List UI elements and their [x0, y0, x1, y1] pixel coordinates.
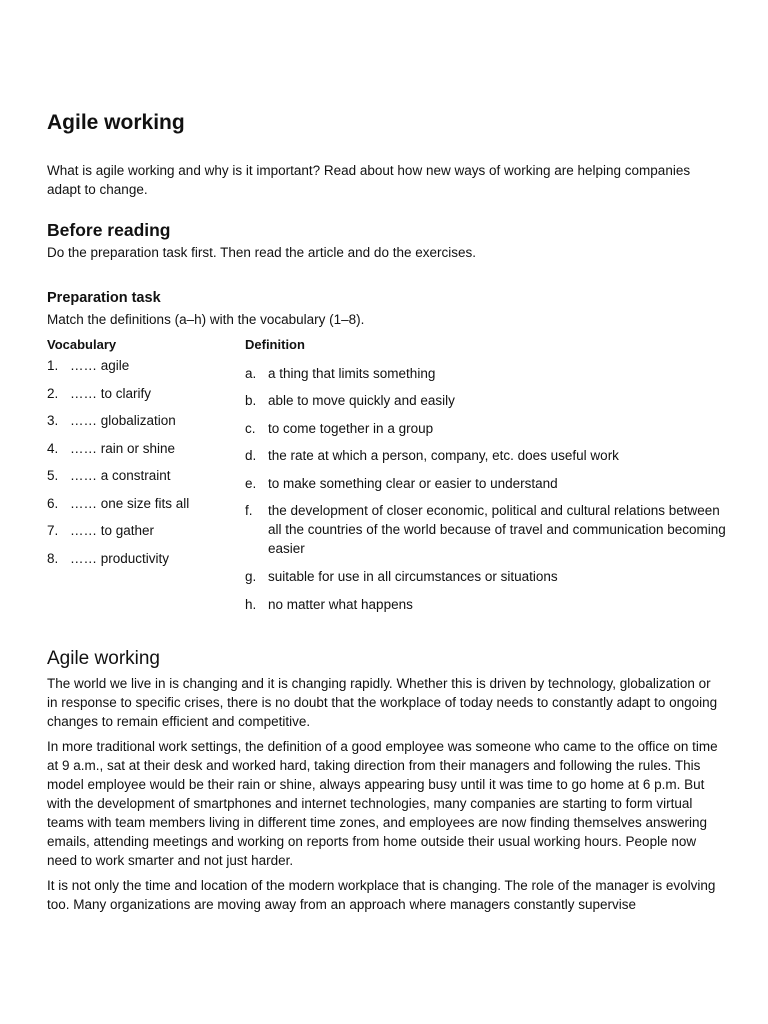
article-paragraph: The world we live in is changing and it is changing rapidly. Whether this is driven by technology, globalization or in response to specific crises, there is no doubt that the workplace of today needs to constantly adapt to ongoing changes to remain efficient and competitive.: [47, 676, 718, 729]
preparation-instruction: Match the definitions (a–h) with the vocabulary (1–8).: [47, 312, 365, 327]
intro-paragraph: What is agile working and why is it important? Read about how new ways of working are helping companies adapt to change.: [47, 163, 691, 197]
definition-letter: a.: [245, 366, 257, 381]
vocabulary-item: [47, 356, 129, 375]
definition-letter: g.: [245, 569, 257, 584]
vocabulary-item: [47, 466, 171, 485]
article-paragraph: It is not only the time and location of the modern workplace that is changing. The role of the manager is evolving too. Many organizations are moving away from an approach where managers constantly supervise: [47, 878, 716, 912]
definition-item: [245, 391, 727, 410]
vocabulary-number: 8.: [47, 550, 59, 566]
definition-text: to make something clear or easier to understand: [268, 476, 558, 491]
definition-letter: c.: [245, 421, 256, 436]
definition-text: able to move quickly and easily: [268, 393, 455, 408]
definition-item: [245, 446, 727, 465]
definition-letter: b.: [245, 393, 257, 408]
vocabulary-text: …… agile: [70, 358, 130, 373]
preparation-task-heading: Preparation task: [47, 290, 161, 306]
definition-item: [245, 419, 727, 438]
definition-item: [245, 595, 727, 614]
vocabulary-text: …… globalization: [70, 413, 176, 428]
definition-item: [245, 567, 727, 586]
vocabulary-item: [47, 521, 154, 540]
page-title: Agile working: [47, 111, 185, 134]
definition-item: [245, 364, 727, 383]
definition-letter: e.: [245, 476, 257, 491]
definition-text: to come together in a group: [268, 421, 434, 436]
vocabulary-number: 5.: [47, 468, 59, 483]
vocabulary-text: …… one size fits all: [70, 495, 190, 511]
definition-text: the development of closer economic, political and cultural relations between all the countries of the world because of travel and communication becoming easier: [268, 503, 726, 556]
definition-item: [245, 501, 727, 558]
article-paragraph: In more traditional work settings, the definition of a good employee was someone who came to the office on time at 9 a.m., sat at their desk and worked hard, taking direction from their managers and following the rules. This model employee would be their rain or shine, always appearing busy until it was time to go home at 6 p.m. But with the development of smartphones and internet technologies, many companies are starting to form virtual teams with team members living in different time zones, and employees are now finding themselves answering emails, attending meetings and working on reports from home outside their usual working hours. People now need to work smarter and not just harder.: [47, 739, 718, 868]
vocabulary-text: …… a constraint: [70, 468, 171, 483]
definition-text: suitable for use in all circumstances or situations: [268, 569, 558, 584]
before-reading-text: Do the preparation task first. Then read the article and do the exercises.: [47, 245, 476, 260]
before-reading-heading: Before reading: [47, 220, 171, 240]
vocabulary-text: …… rain or shine: [70, 440, 176, 456]
vocabulary-text: …… to clarify: [70, 385, 152, 401]
vocabulary-number: 6.: [47, 495, 59, 511]
definition-text: no matter what happens: [268, 597, 413, 612]
definition-letter: d.: [245, 448, 257, 463]
vocabulary-number: 7.: [47, 523, 59, 538]
definition-text: a thing that limits something: [268, 366, 436, 381]
vocabulary-item: [47, 494, 189, 513]
vocabulary-text: …… productivity: [70, 550, 170, 566]
vocabulary-text: …… to gather: [70, 523, 155, 538]
vocabulary-column-header: Vocabulary: [47, 337, 117, 352]
definition-column-header: Definition: [245, 337, 305, 352]
vocabulary-number: 1.: [47, 358, 59, 373]
definition-text: the rate at which a person, company, etc. does useful work: [268, 448, 619, 463]
definition-item: [245, 474, 727, 493]
vocabulary-number: 2.: [47, 385, 59, 401]
vocabulary-number: 3.: [47, 413, 59, 428]
vocabulary-item: [47, 411, 176, 430]
definition-letter: f.: [245, 503, 253, 518]
vocabulary-item: [47, 384, 151, 403]
vocabulary-number: 4.: [47, 440, 59, 456]
definition-letter: h.: [245, 597, 257, 612]
vocabulary-item: [47, 549, 169, 568]
article-heading: Agile working: [47, 648, 160, 669]
vocabulary-item: [47, 439, 175, 458]
